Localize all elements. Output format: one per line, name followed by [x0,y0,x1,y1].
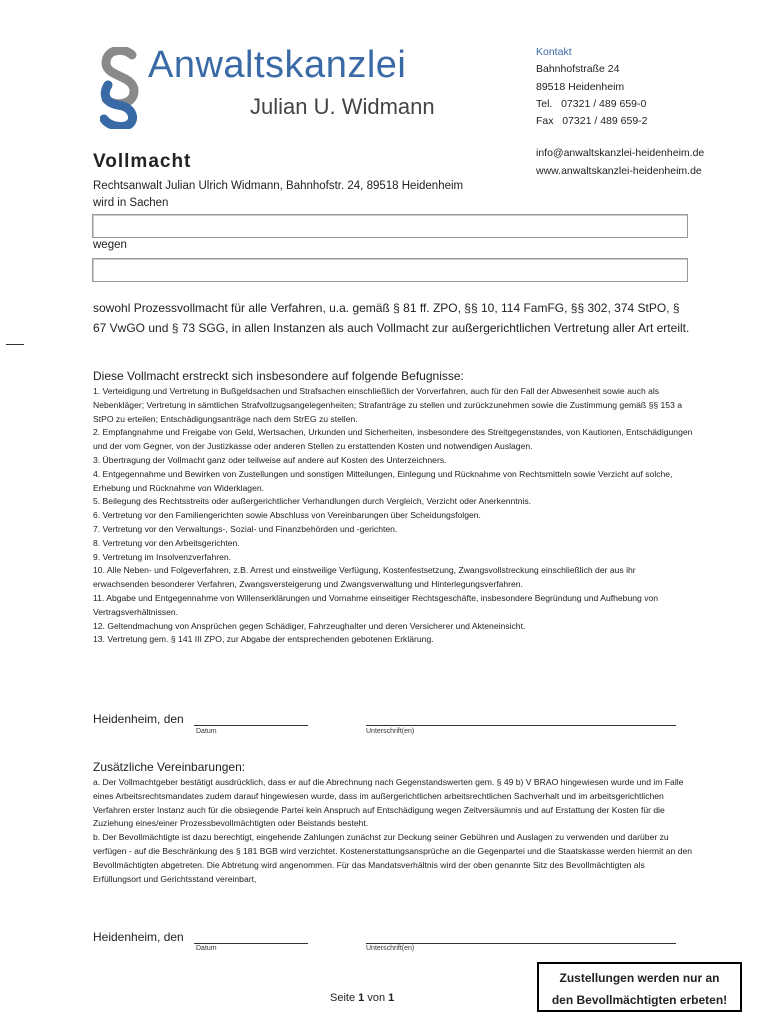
margin-mark [6,344,24,345]
scope-item: 13. Vertretung gem. § 141 III ZPO, zur Abgabe der entsprechenden gebotenen Erklärung. [93,634,434,645]
scope-item: 11. Abgabe und Entgegennahme von Willenserklärungen und Vornahme einseitiger Rechtsgeschäfte, insbesondere Begründung und Aufhebung von Vertragsverhältnissen. [93,592,659,617]
signature-line[interactable] [366,725,676,726]
date-line-2[interactable] [194,943,308,944]
wegen-field[interactable] [92,258,688,282]
scope-list [93,385,693,647]
intro-text [93,178,463,212]
scope-item: 7. Vertretung vor den Verwaltungs-, Sozial- und Finanzbehörden und -gerichten. [93,523,398,534]
contact-label: Kontakt [536,46,572,58]
date-caption: Datum [196,728,217,735]
firm-name: Anwaltskanzlei [148,44,407,86]
wegen-label: wegen [93,239,127,251]
page-total: 1 [388,992,395,1004]
place-date-label: Heidenheim, den [93,712,184,726]
signature-caption: Unterschrift(en) [366,728,415,735]
notice-line-1: Zustellungen werden nur an [559,971,720,985]
signature-line-2[interactable] [366,943,676,944]
scope-item: 2. Empfangnahme und Freigabe von Geld, Wertsachen, Urkunden und Sicherheiten, insbesondere des Streitgegenstandes, von Kautionen, Entschädigungen und der vom Gegner, von der Justizkasse oder anderen Stellen zu erstattenden Kosten und notwendigen Auslagen. [93,427,693,452]
scope-heading: Diese Vollmacht erstreckt sich insbesondere auf folgende Befugnisse: [93,369,464,383]
scope-item: 5. Beilegung des Rechtsstreits oder außergerichtlicher Verhandlungen durch Vergleich, Verzicht oder Anerkenntnis. [93,496,532,507]
paragraph-logo-icon [100,47,140,129]
extra-heading: Zusätzliche Vereinbarungen: [93,760,246,774]
contact-fax: Fax 07321 / 489 659-2 [536,115,648,128]
scope-item: 9. Vertretung im Insolvenzverfahren. [93,551,232,562]
page-current: 1 [358,992,365,1004]
delivery-notice-box [537,962,742,1012]
authority-paragraph: sowohl Prozessvollmacht für alle Verfahren, u.a. gemäß § 81 ff. ZPO, §§ 10, 114 FamFG, §§ 302, 374 StPO, § 67 VwGO und § 73 SGG, in allen Instanzen als auch Vollmacht zur außergerichtlichen Vertretung aller Art erteilt. [93,301,690,335]
date-line[interactable] [194,725,308,726]
extra-b: b. Der Bevollmächtigte ist dazu berechtigt, eingehende Zahlungen zunächst zur Deckung seiner Gebühren und Auslagen zu verwenden und darüber zu verfügen - auf die Beschränkung des § 181 BGB wird verzichtet. Kostenerstattungsansprüche an die Gegenpartei und die Staatskasse werden hiermit an den Bevollmächtigten abgetreten. Die Abtretung wird angenommen. Für das Mandatsverhältnis wird der oben genannte Sitz des Bevollmächtigten als Erfüllungsort und Gerichtsstand vereinbart, [93,832,693,884]
contact-email[interactable]: info@anwaltskanzlei-heidenheim.de [536,147,705,160]
notice-line-2: den Bevollmächtigten erbeten! [551,993,728,1007]
scope-item: 4. Entgegennahme und Bewirken von Zustellungen und sonstigen Mitteilungen, Einlegung und Rücknahme von Rechtsmitteln sowie Verzicht auf solche, Erhebung und Rücknahme von Widerklagen. [93,468,673,493]
page-mid: von [367,992,386,1004]
document-title: Vollmacht [93,151,192,172]
extra-agreements [93,776,693,886]
page-prefix: Seite [330,992,356,1004]
signature-caption-2: Unterschrift(en) [366,945,415,952]
contact-block [536,44,704,180]
lawyer-name: Julian U. Widmann [250,94,435,119]
sachen-field[interactable] [92,214,688,238]
intro-line-1: Rechtsanwalt Julian Ulrich Widmann, Bahnhofstr. 24, 89518 Heidenheim [93,180,464,192]
scope-item: 1. Verteidigung und Vertretung in Bußgeldsachen und Strafsachen einschließlich der Vorverfahren, auch für den Fall der Abwesenheit sowie auch als Nebenkläger; Vertretung in sämtlichen Strafvollzugsangelegenheiten; Strafanträge zu stellen und zurückzunehmen sowie die Zustimmung gemäß §§ 153 a StPO zu erteilen; Entschädigungsanträge nach dem StrEG zu stellen. [93,386,683,424]
contact-street: Bahnhofstraße 24 [536,63,620,76]
intro-line-2: wird in Sachen [93,197,169,209]
contact-city: 89518 Heidenheim [536,80,625,93]
scope-item: 12. Geltendmachung von Ansprüchen gegen Schädiger, Fahrzeughalter und deren Versicherer und Akteneinsicht. [93,620,526,631]
scope-item: 10. Alle Neben- und Folgeverfahren, z.B. Arrest und einstweilige Verfügung, Kostenfestsetzung, Zwangsvollstreckung einschließlich der aus ihr erwachsenden besonderer Verfahren, Zwangsversteigerung und Zwangsverwaltung und Hinterlegungsverfahren. [93,565,636,590]
page-number [330,992,394,1004]
contact-tel: Tel. 07321 / 489 659-0 [536,97,647,110]
contact-web[interactable]: www.anwaltskanzlei-heidenheim.de [536,164,702,177]
place-date-label-2: Heidenheim, den [93,930,184,944]
scope-item: 8. Vertretung vor den Arbeitsgerichten. [93,537,240,548]
date-caption-2: Datum [196,945,217,952]
scope-item: 3. Übertragung der Vollmacht ganz oder teilweise auf andere auf Kosten des Unterzeichners. [93,454,447,465]
scope-item: 6. Vertretung vor den Familiengerichten sowie Abschluss von Vereinbarungen über Scheidungsfolgen. [93,510,481,521]
extra-a: a. Der Vollmachtgeber bestätigt ausdrücklich, dass er auf die Abrechnung nach Gegenstandswerten gem. § 49 b) V BRAO hingewiesen wurde und im Falle eines Arbeitsrechtsmandates zudem darauf hingewiesen wurde, dass im außergerichtlichen arbeitsrechtlichen Sachverhalt und im arbeitsgerichtlichen Verfahren erster Instanz auch für die obsiegende Partei kein Anspruch auf Entschädigung wegen Zeitversäumnis und auf Erstattung der Kosten für die Zuziehung eines/einer Prozessbevollmächtigten oder Beistands besteht. [93,777,684,829]
